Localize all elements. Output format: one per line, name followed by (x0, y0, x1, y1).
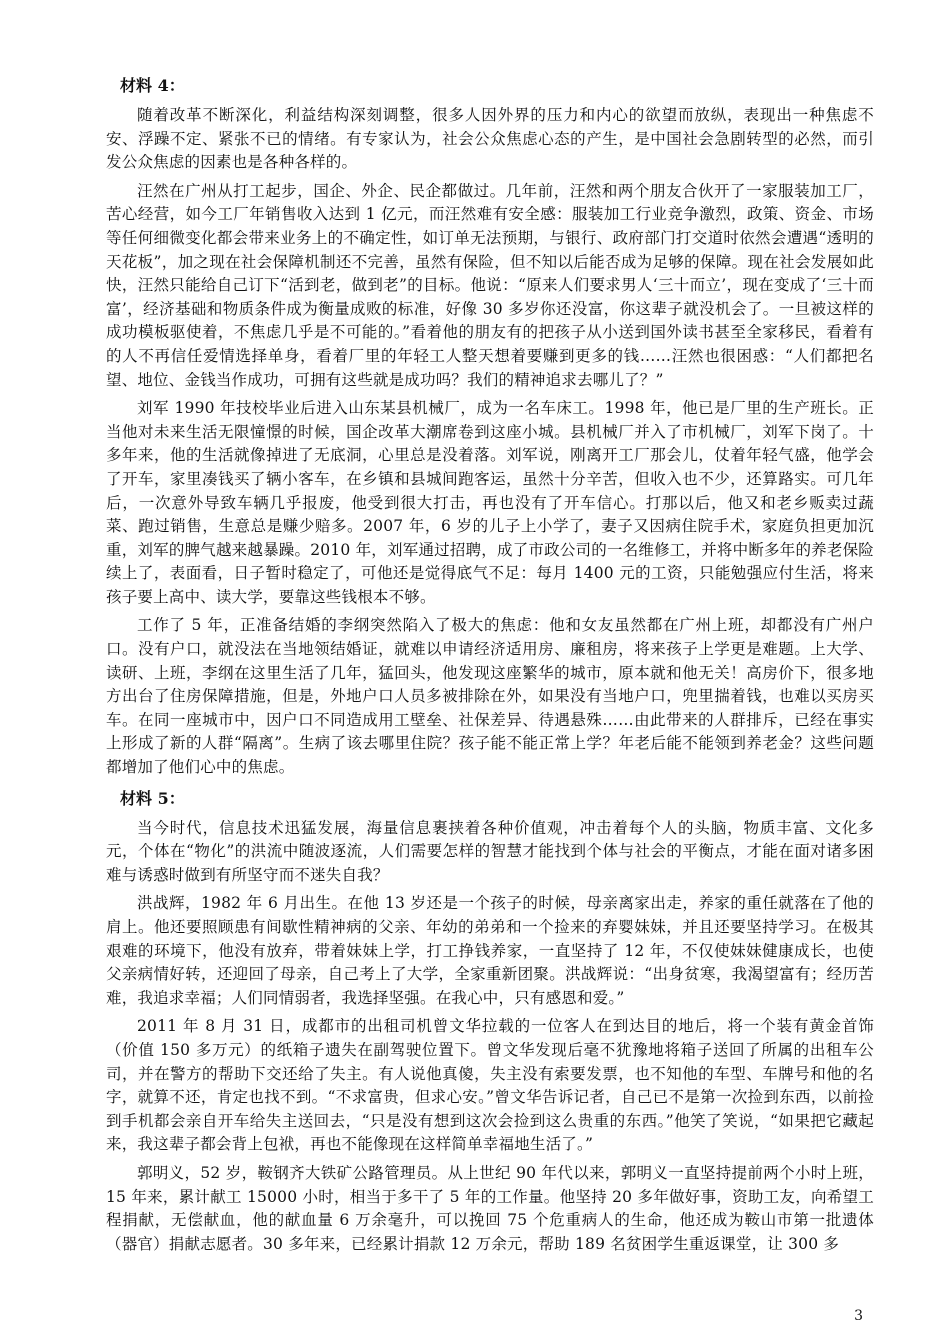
paragraph: 洪战辉，1982 年 6 月出生。在他 13 岁还是一个孩子的时候，母亲离家出走，养家的重任就落在了他的肩上。他还要照顾患有间歇性精神病的父亲、年幼的弟弟和一个捡来的弃婴妹妹，并且还要坚持学习。在极其艰难的环境下，他没有放弃，带着妹妹上学，打工挣钱养家，一直坚持了 12 年，不仅使妹妹健康成长，也使父亲病情好转，还迎回了母亲，自己考上了大学，全家重新团聚。洪战辉说：“出身贫寒，我渴望富有；经历苦难，我追求幸福；人们同情弱者，我选择坚强。在我心中，只有感恩和爱。” (106, 894, 874, 1007)
paragraph: 汪然在广州从打工起步，国企、外企、民企都做过。几年前，汪然和两个朋友合伙开了一家服装加工厂，苦心经营，如今工厂年销售收入达到 1 亿元，而汪然难有安全感：服装加工行业竞争激烈，政策、资金、市场等任何细微变化都会带来业务上的不确定性，如订单无法预期，与银行、政府部门打交道时依然会遭遇“透明的天花板”，加之现在社会保障机制还不完善，虽然有保险，但不知以后能否成为足够的保障。现在社会发展如此快，汪然只能给自己订下“活到老，做到老”的目标。他说：“原来人们要求男人‘三十而立’，现在变成了‘三十而富’，经济基础和物质条件成为衡量成败的标准，好像 30 多岁你还没富，你这辈子就没机会了。一旦被这样的成功模板驱使着，不焦虑几乎是不可能的。”看着他的朋友有的把孩子从小送到国外读书甚至全家移民，看着有的人不再信任爱情选择单身，看着厂里的年轻工人整天想着要赚到更多的钱……汪然也很困惑：“人们都把名望、地位、金钱当作成功，可拥有这些就是成功吗？我们的精神追求去哪儿了？” (106, 181, 874, 389)
material-4-section (106, 72, 874, 780)
section-heading: 材料 5： (120, 788, 185, 808)
material-5-section (106, 785, 874, 1257)
paragraph: 随着改革不断深化，利益结构深刻调整，很多人因外界的压力和内心的欲望而放纵，表现出一种焦虑不安、浮躁不定、紧张不已的情绪。有专家认为，社会公众焦虑心态的产生，是中国社会急剧转型的必然，而引发公众焦虑的因素也是各种各样的。 (106, 106, 874, 172)
paragraph: 工作了 5 年，正准备结婚的李纲突然陷入了极大的焦虑：他和女友虽然都在广州上班，却都没有广州户口。没有户口，就没法在当地领结婚证，就难以申请经济适用房、廉租房，将来孩子上学更是难题。上大学、读研、上班，李纲在这里生活了几年，猛回头，他发现这座繁华的城市，原本就和他无关！高房价下，很多地方出台了住房保障措施，但是，外地户口人员多被排除在外，如果没有当地户口，兜里揣着钱，也难以买房买车。在同一座城市中，因户口不同造成用工壁垒、社保差异、待遇悬殊……由此带来的人群排斥，已经在事实上形成了新的人群“隔离”。生病了该去哪里住院？孩子能不能正常上学？年老后能不能领到养老金？这些问题都增加了他们心中的焦虑。 (106, 616, 874, 777)
paragraph: 2011 年 8 月 31 日，成都市的出租司机曾文华拉载的一位客人在到达目的地后，将一个装有黄金首饰（价值 150 多万元）的纸箱子遗失在副驾驶位置下。曾文华发现后毫不犹豫地将箱子送回了所属的出租车公司，并在警方的帮助下交还给了失主。有人说他真傻，失主没有索要发票，也不知他的车型、车牌号和他的名字，就算不还，肯定也找不到。“不求富贵，但求心安。”曾文华告诉记者，自己已不是第一次捡到东西，以前捡到手机都会亲自开车给失主送回去，“只是没有想到这次会捡到这么贵重的东西。”他笑了笑说，“如果把它藏起来，我这辈子都会背上包袱，再也不能像现在这样简单幸福地生活了。” (106, 1017, 874, 1154)
paragraph: 刘军 1990 年技校毕业后进入山东某县机械厂，成为一名车床工。1998 年，他已是厂里的生产班长。正当他对未来生活无限憧憬的时候，国企改革大潮席卷到这座小城。县机械厂并入了市机械厂，刘军下岗了。十多年来，他的生活就像掉进了无底洞，心里总是没着落。刘军说，刚离开工厂那会儿，仗着年轻气盛，他学会了开车，家里凑钱买了辆小客车，在乡镇和县城间跑客运，虽然十分辛苦，但收入也不少，还算路实。可几年后，一次意外导致车辆几乎报废，他受到很大打击，再也没有了开车信心。打那以后，他又和老乡贩卖过蔬菜、跑过销售，生意总是赚少赔多。2007 年，6 岁的儿子上小学了，妻子又因病住院手术，家庭负担更加沉重，刘军的脾气越来越暴躁。2010 年，刘军通过招聘，成了市政公司的一名维修工，并将中断多年的养老保险续上了，表面看，日子暂时稳定了，可他还是觉得底气不足：每月 1400 元的工资，只能勉强应付生活，将来孩子要上高中、读大学，要靠这些钱根本不够。 (106, 399, 874, 606)
page-number: 3 (854, 1308, 863, 1324)
paragraph: 当今时代，信息技术迅猛发展，海量信息裹挟着各种价值观，冲击着每个人的头脑，物质丰富、文化多元，个体在“物化”的洪流中随波逐流，人们需要怎样的智慧才能找到个体与社会的平衡点，才能在面对诸多困难与诱惑时做到有所坚守而不迷失自我？ (106, 818, 874, 884)
paragraph: 郭明义，52 岁，鞍钢齐大铁矿公路管理员。从上世纪 90 年代以来，郭明义一直坚持提前两个小时上班，15 年来，累计献工 15000 小时，相当于多干了 5 年的工作量。他坚持 20 多年做好事，资助工友，向希望工程捐献，无偿献血，他的献血量 6 万余毫升，可以挽回 75 个危重病人的生命，他还成为鞍山市第一批遗体（器官）捐献志愿者。30 多年来，已经累计捐款 12 万余元，帮助 189 名贫困学生重返课堂，让 300 多 (106, 1163, 874, 1253)
section-heading: 材料 4： (120, 76, 185, 95)
